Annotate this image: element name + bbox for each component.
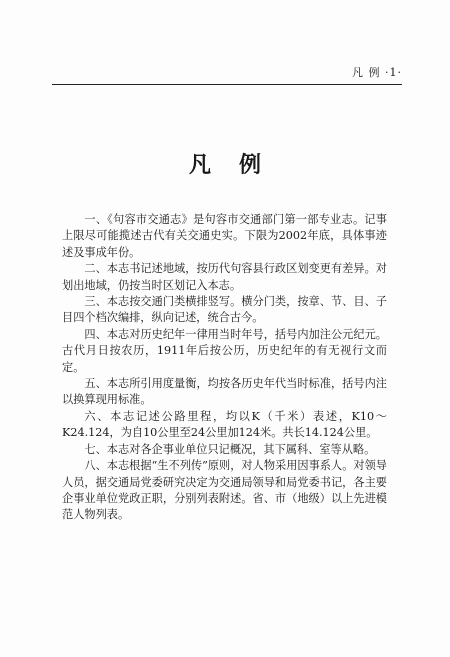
header-rule [52,84,402,85]
page-title: 凡例 [188,152,289,178]
paragraph-5: 五、本志所引用度量衡，均按各历史年代当时标准，括号内注以换算现用标准。 [62,377,387,407]
paragraph-6: 六、本志记述公路里程，均以K（千米）表述，K10～K24.124，为自10公里至24公里加124米。共长14.124公里。 [62,409,387,440]
paragraph-1: 一、《句容市交通志》是句容市交通部门第一部专业志。记事上限尽可能揽述古代有关交通史实。下限为2002年底，具体事迹述及事成年份。 [62,213,387,259]
paragraph-7: 七、本志对各企事业单位只记概况，其下属科、室等从略。 [84,442,376,456]
paragraph-3: 三、本志按交通门类横排竖写。横分门类，按章、节、目、子目四个档次编排，纵向记述，统合古今。 [62,295,387,325]
body-text [62,212,387,524]
paragraph-2: 二、本志书记述地域，按历代句容县行政区划变更有差异。对划出地域，仍按当时区划记入本志。 [62,262,387,292]
paragraph-8: 八、本志根据“生不列传”原则，对人物采用因事系人。对领导人员，据交通局党委研究决定为交通局领导和局党委书记，各主要企事业单位党政正职，分别列表附述。省、市（地级）以上先进模范人物列表。 [62,459,387,522]
running-header: 凡 例 ·1· [352,66,402,79]
paragraph-4: 四、本志对历史纪年一律用当时年号，括号内加注公元纪元。古代月日按农历，1911年后按公历，历史纪年的有无视行文而定。 [62,327,387,374]
